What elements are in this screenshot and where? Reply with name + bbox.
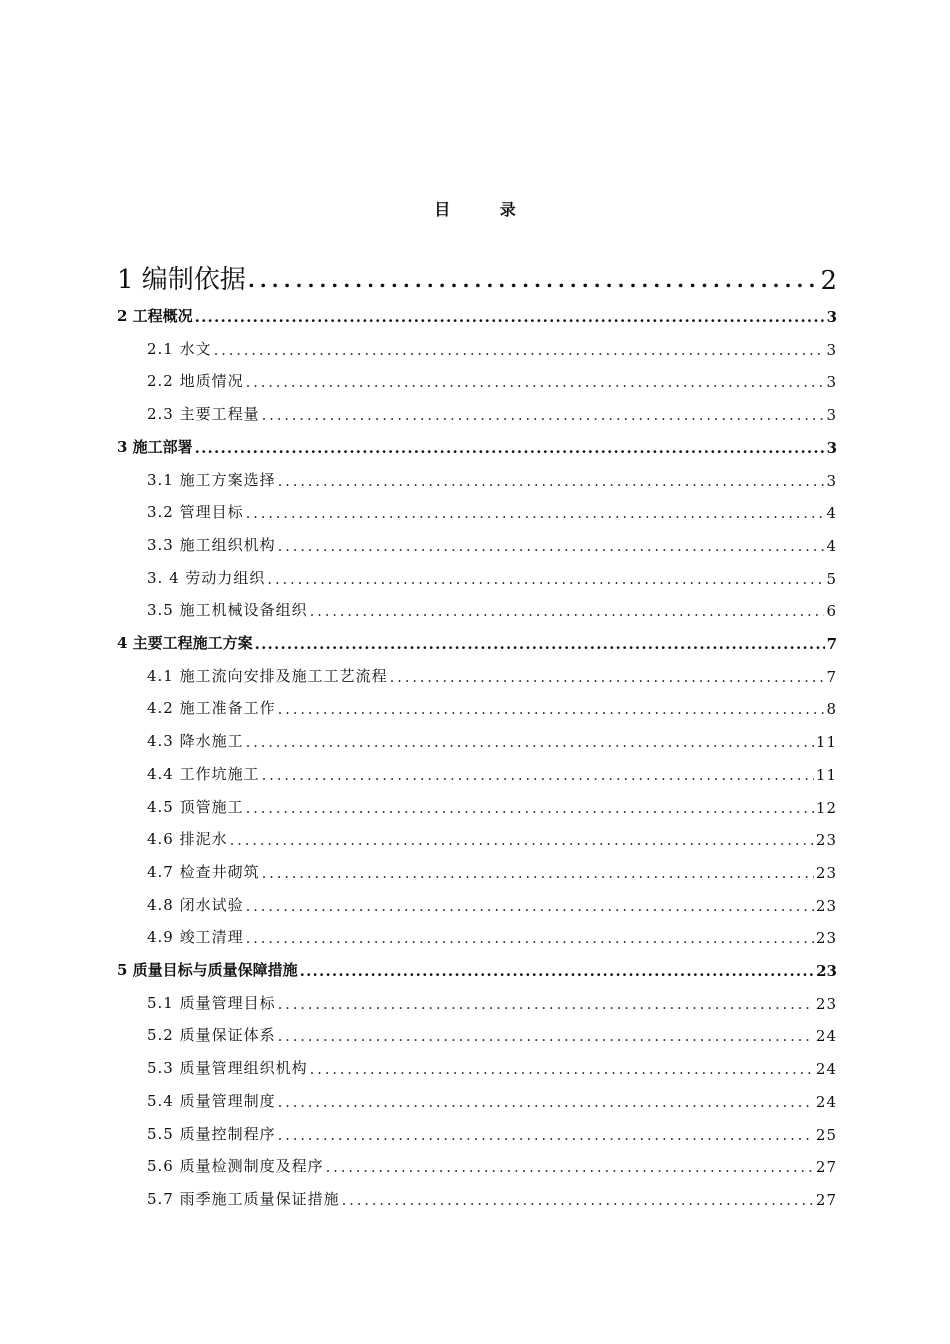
toc-leader-dots: [278, 995, 814, 1013]
toc-leader-dots: [246, 897, 814, 915]
toc-entry-page-number: 27: [815, 1190, 837, 1209]
toc-entry-label: 4.3 降水施工: [147, 732, 244, 751]
toc-entry-label: 5.6 质量检测制度及程序: [147, 1157, 324, 1176]
toc-entry-page-number: 12: [815, 798, 837, 817]
toc-leader-dots: [278, 1027, 814, 1045]
toc-entry-label: 4.5 顶管施工: [147, 797, 244, 816]
toc-entry[interactable]: [147, 1021, 837, 1045]
toc-entry-page-number: 27: [815, 1158, 837, 1177]
toc-leader-dots: [390, 668, 825, 686]
toc-entry-label: 1 编制依据: [117, 265, 246, 295]
toc-entry-page-number: 7: [826, 635, 837, 653]
toc-entry-label: 3.5 施工机械设备组织: [147, 601, 308, 620]
toc-entry-label: 4.6 排泥水: [147, 830, 228, 849]
toc-entry-label: 3 施工部署: [117, 437, 193, 456]
toc-entry-page-number: 23: [815, 994, 837, 1013]
toc-leader-dots: [214, 341, 825, 359]
toc-entry[interactable]: [147, 825, 837, 849]
toc-entry-label: 2.3 主要工程量: [147, 405, 260, 424]
toc-entry-page-number: 23: [815, 863, 837, 882]
toc-entry-label: 5.4 质量管理制度: [147, 1091, 276, 1110]
toc-entry-page-number: 23: [815, 929, 837, 948]
toc-entry[interactable]: [147, 891, 837, 915]
toc-entry-page-number: 3: [826, 471, 837, 490]
toc-entry-page-number: 3: [826, 406, 837, 425]
toc-entry[interactable]: [147, 1054, 837, 1078]
toc-entry[interactable]: [117, 629, 837, 653]
toc-entry-page-number: 4: [826, 536, 837, 555]
toc-entry-label: 2.1 水文: [147, 339, 212, 358]
toc-entry[interactable]: [147, 1185, 837, 1209]
toc-leader-dots: [300, 962, 814, 980]
toc-leader-dots: [267, 570, 824, 588]
toc-leader-dots: [246, 929, 814, 947]
toc-entry-label: 4.7 检查井砌筑: [147, 862, 260, 881]
toc-entry-page-number: 24: [815, 1060, 837, 1079]
toc-entry[interactable]: [117, 302, 837, 326]
toc-leader-dots: [262, 766, 814, 784]
toc-leader-dots: [230, 831, 814, 849]
toc-entry-label: 5 质量目标与质量保障措施: [117, 961, 298, 979]
toc-entry-label: 4 主要工程施工方案: [117, 634, 253, 652]
toc-entry[interactable]: [117, 256, 837, 296]
toc-entry[interactable]: [147, 531, 837, 555]
toc-entry[interactable]: [147, 989, 837, 1013]
toc-leader-dots: [278, 1093, 814, 1111]
toc-entry-label: 2 工程概况: [117, 307, 193, 325]
toc-leader-dots: [278, 700, 825, 718]
toc-entry-page-number: 11: [815, 733, 837, 752]
toc-leader-dots: [255, 635, 825, 653]
toc-entry-label: 4.4 工作坑施工: [147, 764, 260, 783]
toc-entry[interactable]: [147, 858, 837, 882]
toc-entry[interactable]: [147, 727, 837, 751]
toc-leader-dots: [278, 472, 825, 490]
toc-entry-page-number: 23: [815, 896, 837, 915]
toc-entry[interactable]: [147, 694, 837, 718]
toc-entry-label: 5.5 质量控制程序: [147, 1124, 276, 1143]
toc-entry-page-number: 3: [826, 438, 837, 457]
toc-entry-page-number: 25: [815, 1125, 837, 1144]
toc-entry-page-number: 2: [820, 266, 837, 296]
toc-entry[interactable]: [147, 760, 837, 784]
toc-entry-page-number: 23: [815, 831, 837, 850]
toc-leader-dots: [310, 602, 825, 620]
toc-leader-dots: [310, 1060, 814, 1078]
toc-leader-dots: [262, 864, 814, 882]
toc-entry[interactable]: [147, 335, 837, 359]
toc-entry[interactable]: [147, 564, 837, 588]
toc-entry-page-number: 4: [826, 504, 837, 523]
toc-entry[interactable]: [147, 400, 837, 424]
toc-entry[interactable]: [147, 498, 837, 522]
toc-leader-dots: [278, 1126, 814, 1144]
toc-entry-label: 5.7 雨季施工质量保证措施: [147, 1189, 340, 1208]
toc-entry[interactable]: [147, 923, 837, 947]
toc-entry[interactable]: [147, 793, 837, 817]
toc-entry-page-number: 24: [815, 1027, 837, 1046]
toc-entry[interactable]: [147, 1120, 837, 1144]
toc-entry-label: 4.1 施工流向安排及施工工艺流程: [147, 666, 388, 685]
toc-leader-dots: [342, 1191, 814, 1209]
toc-entry-page-number: 11: [815, 765, 837, 784]
toc-entry[interactable]: [117, 433, 837, 457]
toc-entry-page-number: 3: [826, 373, 837, 392]
toc-leader-dots: [262, 406, 825, 424]
toc-entry-page-number: 7: [826, 667, 837, 686]
toc-entry[interactable]: [147, 466, 837, 490]
toc-leader-dots: [246, 504, 825, 522]
toc-entry-label: 5.2 质量保证体系: [147, 1026, 276, 1045]
toc-entry[interactable]: [147, 662, 837, 686]
toc-entry-label: 3.3 施工组织机构: [147, 535, 276, 554]
toc-title: 目 录: [434, 200, 538, 219]
toc-entry[interactable]: [147, 1087, 837, 1111]
toc-entry-label: 3.1 施工方案选择: [147, 470, 276, 489]
toc-leader-dots: [195, 308, 825, 326]
toc-entry-label: 5.3 质量管理组织机构: [147, 1059, 308, 1078]
toc-entry-label: 4.9 竣工清理: [147, 928, 244, 947]
toc-entry-page-number: 6: [826, 602, 837, 621]
toc-entry-page-number: 24: [815, 1092, 837, 1111]
toc-entry[interactable]: [117, 956, 837, 980]
toc-leader-dots: [248, 268, 819, 296]
toc-entry-page-number: 3: [826, 340, 837, 359]
toc-entry-label: 4.2 施工准备工作: [147, 699, 276, 718]
toc-entry[interactable]: [147, 596, 837, 620]
toc-entry-page-number: 23: [816, 962, 837, 980]
toc-leader-dots: [246, 733, 814, 751]
toc-entry-label: 5.1 质量管理目标: [147, 993, 276, 1012]
toc-leader-dots: [278, 537, 825, 555]
toc-entry-label: 4.8 闭水试验: [147, 895, 244, 914]
toc-leader-dots: [246, 373, 825, 391]
toc-entry-label: 3. 4 劳动力组织: [147, 568, 266, 587]
toc-entry[interactable]: [147, 367, 837, 391]
toc-entry-page-number: 8: [826, 700, 837, 719]
toc-entry-page-number: 5: [826, 569, 837, 588]
toc-leader-dots: [326, 1158, 814, 1176]
toc-leader-dots: [246, 799, 814, 817]
toc-entry-label: 2.2 地质情况: [147, 372, 244, 391]
toc-entry-label: 3.2 管理目标: [147, 503, 244, 522]
toc-entry[interactable]: [147, 1152, 837, 1176]
toc-entry-page-number: 3: [826, 308, 837, 326]
toc-leader-dots: [195, 439, 825, 457]
